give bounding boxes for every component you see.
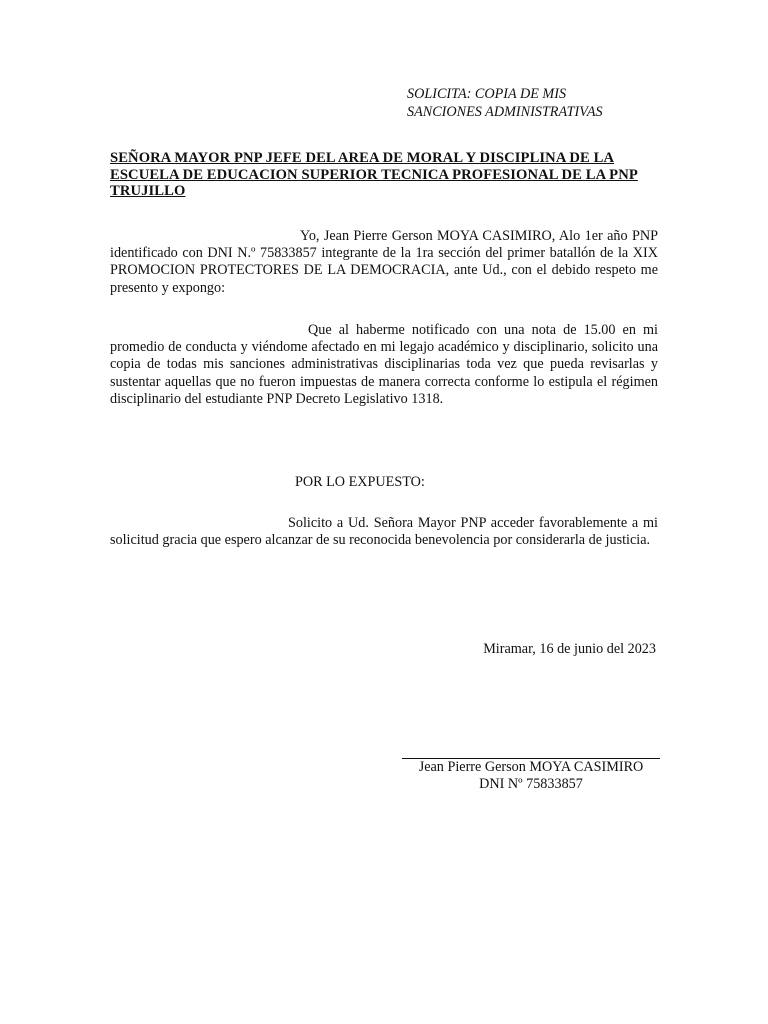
subject-block (407, 85, 603, 121)
request-paragraph (110, 515, 658, 549)
place-date: Miramar, 16 de junio del 2023 (483, 641, 656, 657)
signature-dni: DNI Nº 75833857 (479, 776, 583, 792)
body-paragraph (110, 322, 658, 408)
intro-paragraph-text: Yo, Jean Pierre Gerson MOYA CASIMIRO, Alo 1er año PNP identificado con DNI N.º 75833857 integrante de la 1ra sección del primer batallón de la XIX PROMOCION PROTECTORES DE LA DEMOCRACIA, ante Ud., con el debido respeto me presento y expongo: (110, 228, 658, 296)
subject-line-2: SANCIONES ADMINISTRATIVAS (407, 104, 603, 120)
request-paragraph-text: Solicito a Ud. Señora Mayor PNP acceder favorablemente a mi solicitud gracia que espero alcanzar de su reconocida benevolencia por considerarla de justicia. (110, 515, 658, 549)
addressee-heading: SEÑORA MAYOR PNP JEFE DEL AREA DE MORAL Y DISCIPLINA DE LA ESCUELA DE EDUCACION SUPERIOR TECNICA PROFESIONAL DE LA PNP TRUJILLO (110, 150, 638, 199)
por-lo-expuesto-heading: POR LO EXPUESTO: (295, 474, 425, 490)
body-paragraph-text: Que al haberme notificado con una nota de 15.00 en mi promedio de conducta y viéndome afectado en mi legajo académico y disciplinario, solicito una copia de todas mis sanciones administrativas disciplinarias toda vez que pueda revisarlas y sustentar aquellas que no fueron impuestas de manera correcta conforme lo estipula el régimen disciplinario del estudiante PNP Decreto Legislativo 1318. (110, 322, 658, 407)
intro-paragraph (110, 228, 658, 297)
subject-line-1: SOLICITA: COPIA DE MIS (407, 86, 567, 102)
signature-name: Jean Pierre Gerson MOYA CASIMIRO (418, 759, 644, 775)
